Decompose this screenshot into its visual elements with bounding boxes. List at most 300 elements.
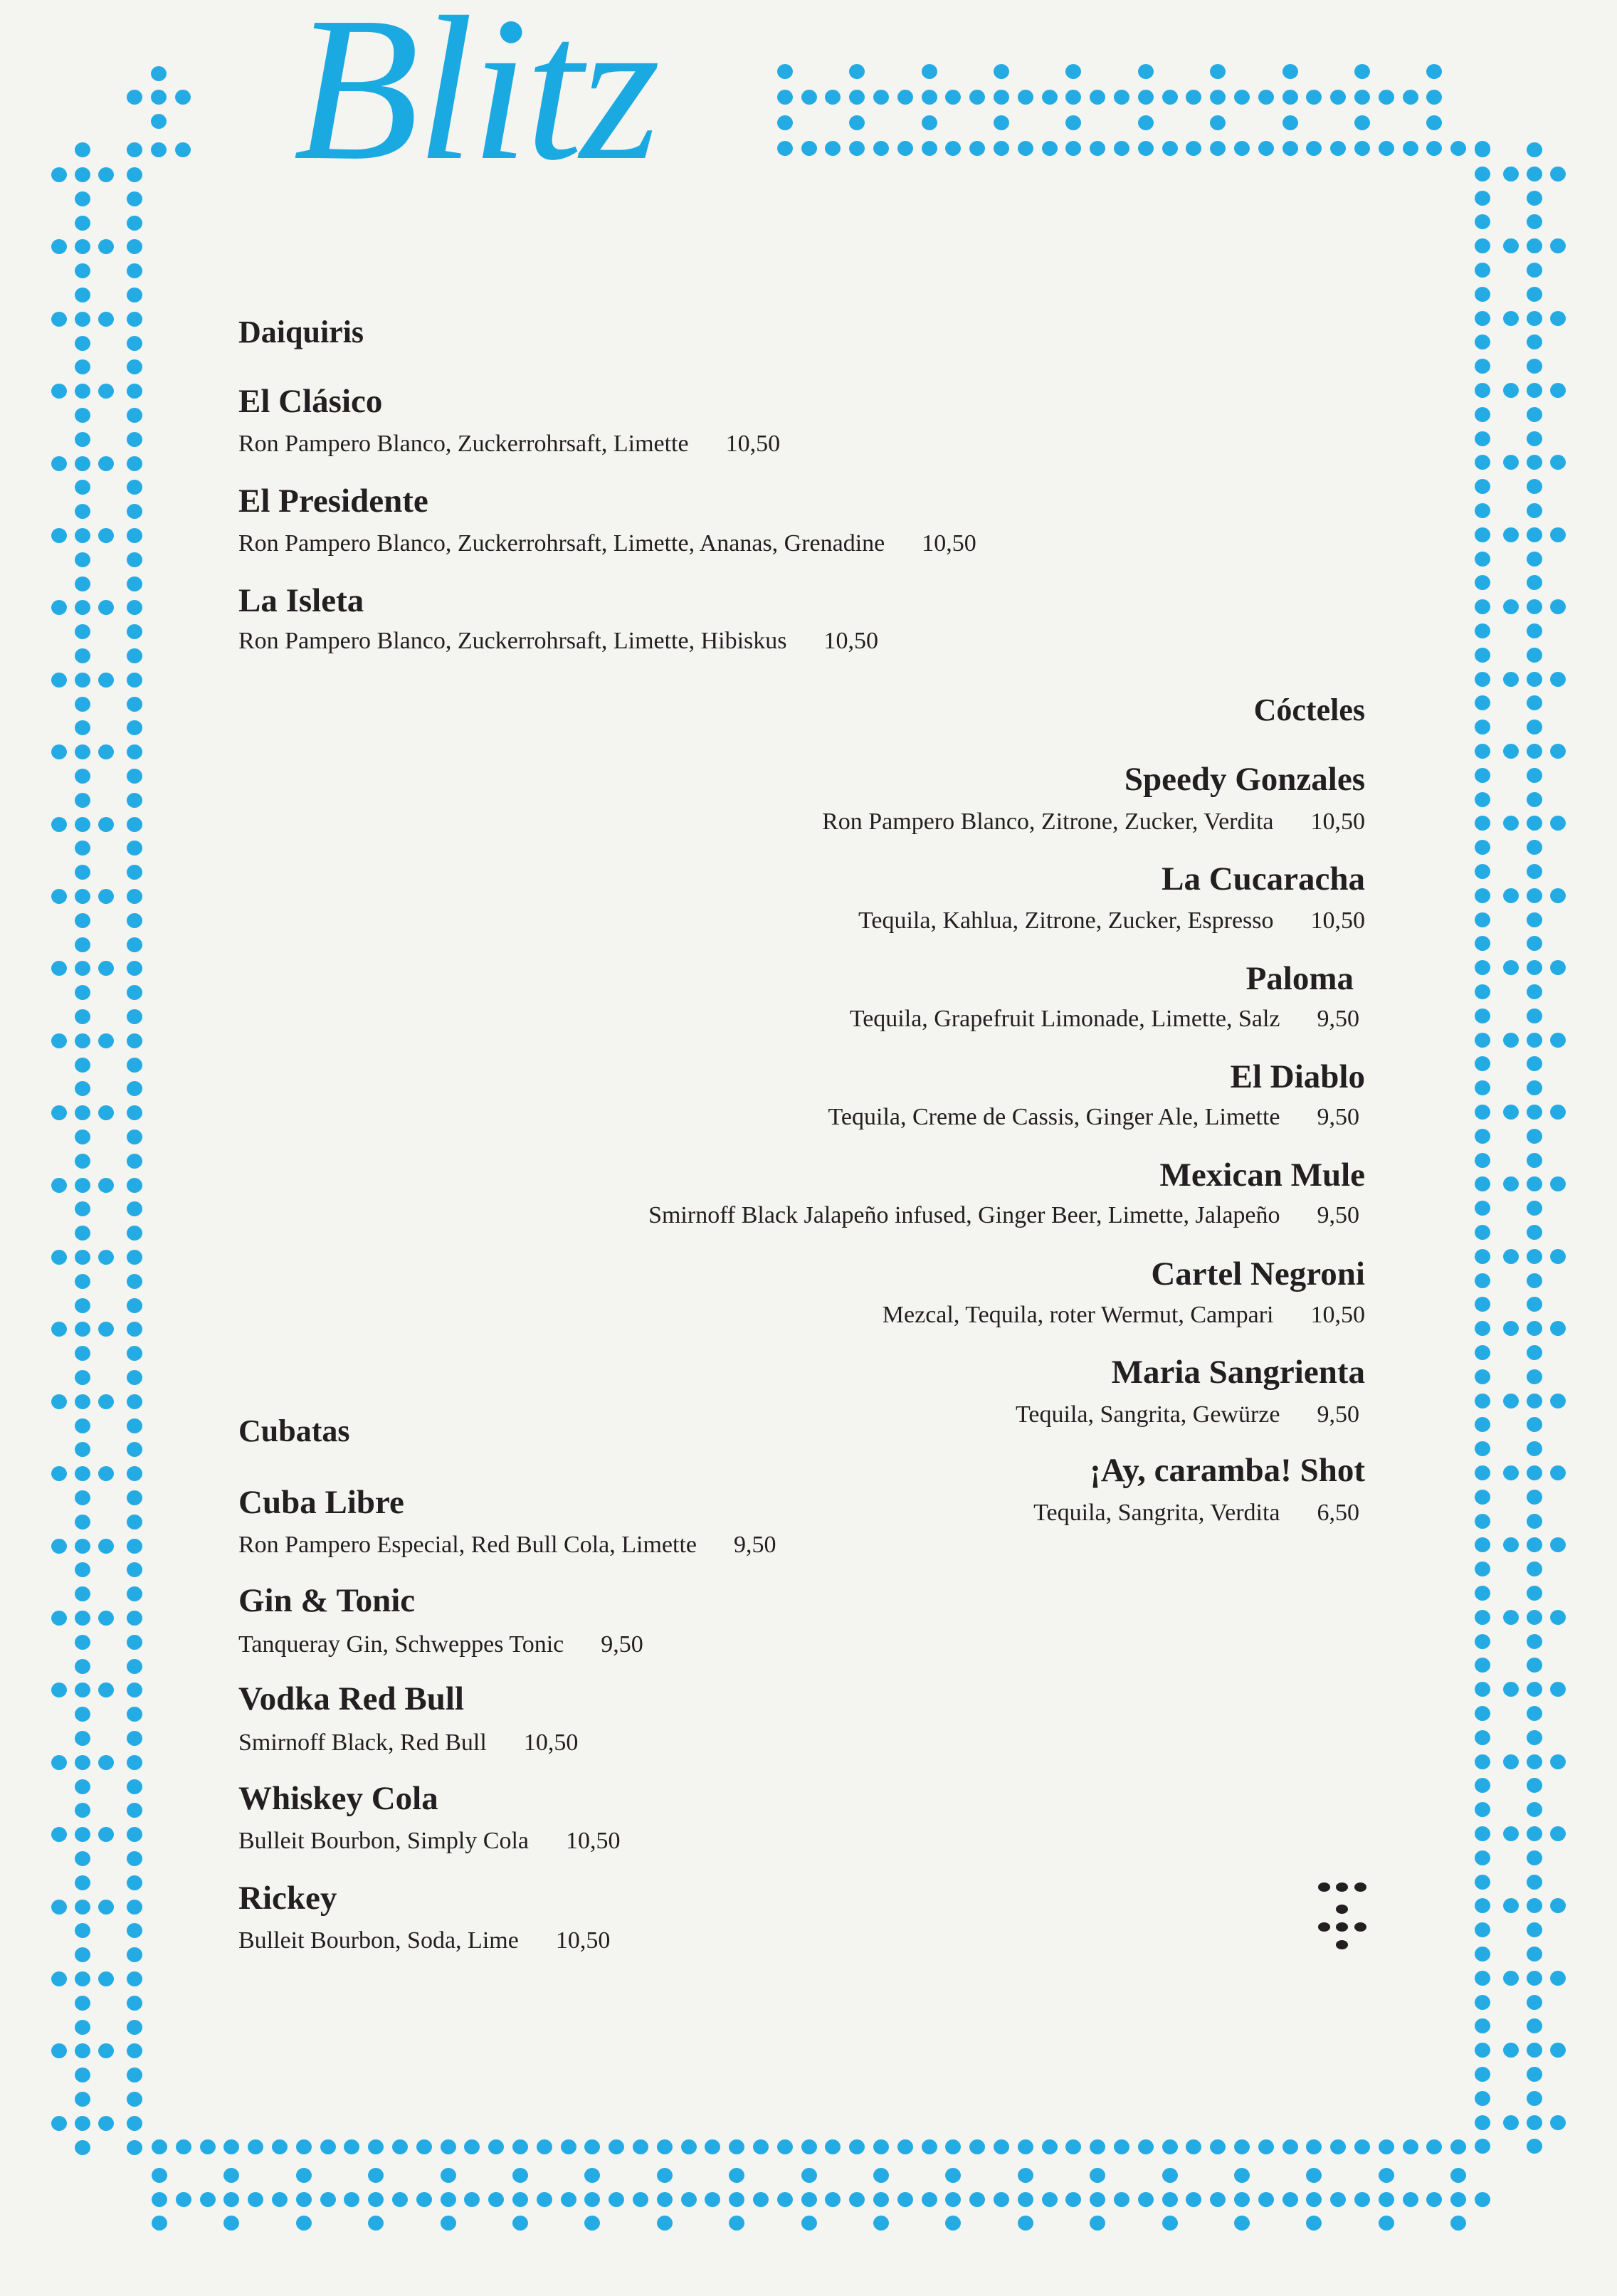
border-dot xyxy=(75,2020,90,2035)
border-dot xyxy=(825,2139,841,2154)
border-dot xyxy=(1550,960,1566,975)
border-dot xyxy=(994,64,1009,79)
border-dot xyxy=(1114,141,1129,156)
item-price: 10,50 xyxy=(922,530,976,557)
border-dot xyxy=(127,1971,142,1986)
border-dot xyxy=(127,1129,142,1144)
border-dot xyxy=(1527,672,1542,687)
border-dot xyxy=(75,2092,90,2107)
border-dot xyxy=(75,1562,90,1577)
border-dot xyxy=(1330,2192,1346,2207)
border-dot xyxy=(127,312,142,327)
border-dot xyxy=(127,1851,142,1866)
item-ingredients: Tequila, Grapefruit Limonade, Limette, Salz xyxy=(849,1006,1280,1032)
border-dot xyxy=(1475,672,1490,687)
border-dot xyxy=(1527,1441,1542,1456)
border-dot xyxy=(1186,2192,1201,2207)
border-dot xyxy=(248,2192,263,2207)
border-dot xyxy=(175,90,191,105)
border-dot xyxy=(922,141,937,156)
border-dot xyxy=(1475,167,1490,181)
border-dot xyxy=(1550,1971,1566,1986)
border-dot xyxy=(75,408,90,423)
border-dot xyxy=(1527,1537,1542,1552)
border-dot xyxy=(777,90,793,105)
border-dot xyxy=(1550,1826,1566,1841)
border-dot xyxy=(849,64,865,79)
border-dot xyxy=(127,239,142,254)
border-dot xyxy=(51,817,67,832)
logo-mark-dot xyxy=(1336,1882,1348,1892)
border-dot xyxy=(994,2139,1009,2154)
border-dot xyxy=(1527,1898,1542,1913)
border-dot xyxy=(1527,142,1542,157)
item-name: La Cucaracha xyxy=(1162,860,1365,897)
border-dot xyxy=(151,114,167,129)
border-dot xyxy=(1475,575,1490,590)
border-dot xyxy=(1475,792,1490,807)
border-dot xyxy=(1475,599,1490,614)
border-dot xyxy=(1527,1105,1542,1120)
border-dot xyxy=(127,1226,142,1241)
border-dot xyxy=(1475,720,1490,734)
border-dot xyxy=(1090,2216,1105,2231)
border-dot xyxy=(1475,1826,1490,1841)
border-dot xyxy=(801,2216,817,2231)
border-dot xyxy=(1234,2168,1250,2183)
border-dot xyxy=(1475,1634,1490,1649)
border-dot xyxy=(127,744,142,759)
border-dot xyxy=(1475,1417,1490,1432)
logo-mark-dot xyxy=(1318,1882,1330,1892)
border-dot xyxy=(1379,2168,1394,2183)
item-ingredients: Tequila, Creme de Cassis, Ginger Ale, Limette xyxy=(828,1104,1280,1130)
border-dot xyxy=(392,2139,408,2154)
border-dot xyxy=(1475,1345,1490,1360)
border-dot xyxy=(1258,141,1274,156)
border-dot xyxy=(1475,1995,1490,2010)
border-dot xyxy=(1018,90,1033,105)
border-dot xyxy=(1503,1105,1519,1120)
border-dot xyxy=(1475,1033,1490,1048)
border-dot xyxy=(51,744,67,759)
border-dot xyxy=(127,1515,142,1529)
border-dot xyxy=(416,2192,432,2207)
border-dot xyxy=(75,1539,90,1554)
border-dot xyxy=(98,384,114,399)
border-dot xyxy=(1210,2139,1226,2154)
border-dot xyxy=(127,336,142,351)
border-dot xyxy=(127,1490,142,1505)
border-dot xyxy=(75,1201,90,1216)
border-dot xyxy=(1550,816,1566,831)
border-dot xyxy=(296,2139,312,2154)
item-ingredients: Tequila, Sangrita, Gewürze xyxy=(1016,1401,1280,1428)
item-price: 9,50 xyxy=(601,1631,643,1658)
border-dot xyxy=(127,648,142,663)
border-dot xyxy=(127,2043,142,2058)
border-dot xyxy=(801,2168,817,2183)
border-dot xyxy=(1527,2018,1542,2033)
border-dot xyxy=(1475,2139,1490,2154)
border-dot xyxy=(584,2168,600,2183)
border-dot xyxy=(441,2139,456,2154)
border-dot xyxy=(1018,141,1033,156)
border-dot xyxy=(75,1827,90,1842)
border-dot xyxy=(127,1659,142,1674)
border-dot xyxy=(98,1900,114,1915)
border-dot xyxy=(1403,90,1418,105)
border-dot xyxy=(75,817,90,832)
border-dot xyxy=(1475,263,1490,278)
border-dot xyxy=(1018,2139,1033,2154)
border-dot xyxy=(1527,1321,1542,1336)
border-dot xyxy=(1527,431,1542,446)
border-dot xyxy=(1042,90,1058,105)
item-price: 10,50 xyxy=(566,1828,621,1854)
border-dot xyxy=(584,2139,600,2154)
border-dot xyxy=(994,90,1009,105)
item-name: Paloma xyxy=(1245,960,1354,997)
border-dot xyxy=(1550,1321,1566,1336)
border-dot xyxy=(1210,141,1226,156)
border-dot xyxy=(392,2192,408,2207)
border-dot xyxy=(75,216,90,231)
border-dot xyxy=(1550,1754,1566,1769)
border-dot xyxy=(127,1009,142,1024)
border-dot xyxy=(1426,2139,1442,2154)
border-dot xyxy=(705,2139,720,2154)
border-dot xyxy=(1550,2043,1566,2058)
border-dot xyxy=(1527,1394,1542,1408)
border-dot xyxy=(1114,2139,1129,2154)
border-dot xyxy=(1475,1153,1490,1168)
border-dot xyxy=(584,2216,600,2231)
border-dot xyxy=(1475,311,1490,326)
item-name: El Clásico xyxy=(238,383,383,420)
border-dot xyxy=(1354,64,1370,79)
border-dot xyxy=(488,2192,504,2207)
logo-mark-dot xyxy=(1354,1882,1366,1892)
border-dot xyxy=(152,2139,167,2154)
border-dot xyxy=(1503,1971,1519,1986)
border-dot xyxy=(75,841,90,855)
border-dot xyxy=(127,720,142,735)
border-dot xyxy=(1527,648,1542,663)
border-dot xyxy=(1282,141,1298,156)
border-dot xyxy=(127,1346,142,1361)
border-dot xyxy=(1475,1490,1490,1505)
border-dot xyxy=(1475,141,1490,156)
border-dot xyxy=(127,841,142,855)
border-dot xyxy=(777,141,793,156)
border-dot xyxy=(1162,90,1178,105)
border-dot xyxy=(127,913,142,928)
item-description xyxy=(238,1925,610,1957)
item-price: 9,50 xyxy=(1317,1202,1359,1228)
border-dot xyxy=(1258,90,1274,105)
border-dot xyxy=(127,1875,142,1890)
border-dot xyxy=(127,1539,142,1554)
border-dot xyxy=(75,1178,90,1193)
item-name: Whiskey Cola xyxy=(238,1780,438,1817)
item-description xyxy=(1016,1399,1359,1431)
border-dot xyxy=(1090,2139,1105,2154)
border-dot xyxy=(223,2168,239,2183)
border-dot xyxy=(75,1755,90,1770)
border-dot xyxy=(1475,455,1490,470)
border-dot xyxy=(127,1827,142,1842)
border-dot xyxy=(1065,2139,1081,2154)
border-dot xyxy=(1527,191,1542,206)
border-dot xyxy=(1475,1537,1490,1552)
border-dot xyxy=(1426,141,1442,156)
border-dot xyxy=(248,2139,263,2154)
border-dot xyxy=(1503,1176,1519,1191)
border-dot xyxy=(176,2192,191,2207)
border-dot xyxy=(897,141,913,156)
border-dot xyxy=(657,2139,673,2154)
border-dot xyxy=(1527,1490,1542,1505)
logo-mark-dot xyxy=(1336,1922,1348,1932)
border-dot xyxy=(1503,1394,1519,1408)
item-description xyxy=(850,1004,1359,1035)
border-dot xyxy=(1475,744,1490,759)
border-dot xyxy=(897,2192,913,2207)
border-dot xyxy=(1475,816,1490,831)
border-dot xyxy=(512,2139,528,2154)
border-dot xyxy=(75,793,90,808)
item-price: 10,50 xyxy=(725,431,781,457)
border-dot xyxy=(75,697,90,712)
border-dot xyxy=(897,90,913,105)
border-dot xyxy=(1475,1176,1490,1191)
border-dot xyxy=(75,1322,90,1337)
border-dot xyxy=(1527,1922,1542,1937)
border-dot xyxy=(75,1226,90,1241)
border-dot xyxy=(51,1971,67,1986)
border-dot xyxy=(1527,1850,1542,1865)
border-dot xyxy=(1527,407,1542,422)
item-price: 10,50 xyxy=(1310,907,1365,934)
item-ingredients: Bulleit Bourbon, Simply Cola xyxy=(238,1828,530,1854)
border-dot xyxy=(441,2168,456,2183)
logo-mark-dot xyxy=(1318,1922,1330,1932)
border-dot xyxy=(1527,1634,1542,1649)
border-dot xyxy=(1527,287,1542,302)
border-dot xyxy=(1527,335,1542,349)
border-dot xyxy=(1527,167,1542,181)
border-dot xyxy=(1450,2192,1466,2207)
border-dot xyxy=(51,1827,67,1842)
item-ingredients: Smirnoff Black Jalapeño infused, Ginger Beer, Limette, Jalapeño xyxy=(648,1202,1280,1228)
item-description xyxy=(238,428,780,460)
border-dot xyxy=(1550,167,1566,181)
border-dot xyxy=(1550,455,1566,470)
border-dot xyxy=(127,1178,142,1193)
border-dot xyxy=(51,1900,67,1915)
border-dot xyxy=(75,1129,90,1144)
border-dot xyxy=(98,239,114,254)
border-dot xyxy=(98,744,114,759)
border-dot xyxy=(1550,1105,1566,1120)
border-dot xyxy=(1162,2168,1178,2183)
border-dot xyxy=(825,2192,841,2207)
border-dot xyxy=(75,504,90,519)
border-dot xyxy=(1475,2067,1490,2082)
item-price: 10,50 xyxy=(823,628,878,654)
border-dot xyxy=(51,889,67,904)
border-dot xyxy=(98,1827,114,1842)
border-dot xyxy=(1090,2168,1105,2183)
border-dot xyxy=(1527,936,1542,951)
border-dot xyxy=(51,600,67,615)
border-dot xyxy=(1527,1971,1542,1986)
border-dot xyxy=(1503,1610,1519,1625)
border-dot xyxy=(945,90,961,105)
border-dot xyxy=(512,2216,528,2231)
border-dot xyxy=(127,1250,142,1265)
border-dot xyxy=(75,1779,90,1794)
border-dot xyxy=(945,2216,961,2231)
border-dot xyxy=(1527,552,1542,567)
border-dot xyxy=(1475,1922,1490,1937)
border-dot xyxy=(1475,407,1490,422)
border-dot xyxy=(1503,672,1519,687)
border-dot xyxy=(200,2192,216,2207)
border-dot xyxy=(1503,1321,1519,1336)
border-dot xyxy=(98,673,114,688)
border-dot xyxy=(75,769,90,784)
border-dot xyxy=(1527,864,1542,879)
item-price: 6,50 xyxy=(1317,1500,1359,1526)
border-dot xyxy=(1138,2139,1154,2154)
border-dot xyxy=(416,2139,432,2154)
border-dot xyxy=(1503,1682,1519,1697)
border-dot xyxy=(1475,1225,1490,1240)
border-dot xyxy=(1475,1898,1490,1913)
border-dot xyxy=(1475,431,1490,446)
border-dot xyxy=(75,1346,90,1361)
border-dot xyxy=(1503,1465,1519,1480)
border-dot xyxy=(75,1971,90,1986)
border-dot xyxy=(1475,1273,1490,1288)
border-dot xyxy=(1475,1682,1490,1697)
border-dot xyxy=(127,1105,142,1120)
border-dot xyxy=(1475,1706,1490,1721)
border-dot xyxy=(127,889,142,904)
border-dot xyxy=(1527,1802,1542,1817)
border-dot xyxy=(1550,1465,1566,1480)
item-description xyxy=(238,626,878,657)
border-dot xyxy=(151,66,167,81)
border-dot xyxy=(1282,2192,1298,2207)
border-dot xyxy=(127,673,142,688)
border-dot xyxy=(1527,1369,1542,1384)
border-dot xyxy=(1475,1080,1490,1095)
border-dot xyxy=(994,141,1009,156)
border-dot xyxy=(1018,2192,1033,2207)
border-dot xyxy=(127,90,142,105)
border-dot xyxy=(1527,1778,1542,1793)
border-dot xyxy=(127,2092,142,2107)
border-dot xyxy=(75,1875,90,1890)
border-dot xyxy=(1114,90,1129,105)
item-name: El Presidente xyxy=(238,483,428,520)
border-dot xyxy=(777,2139,793,2154)
border-dot xyxy=(127,552,142,567)
border-dot xyxy=(1475,1730,1490,1745)
border-dot xyxy=(127,624,142,639)
border-dot xyxy=(1475,335,1490,349)
border-dot xyxy=(1379,2192,1394,2207)
border-dot xyxy=(1475,359,1490,374)
border-dot xyxy=(127,793,142,808)
border-dot xyxy=(1475,1056,1490,1071)
border-dot xyxy=(922,90,937,105)
border-dot xyxy=(1527,311,1542,326)
border-dot xyxy=(1186,2139,1201,2154)
border-dot xyxy=(127,2068,142,2082)
border-dot xyxy=(512,2168,528,2183)
border-dot xyxy=(320,2192,336,2207)
border-dot xyxy=(127,1755,142,1770)
border-dot xyxy=(75,2068,90,2082)
border-dot xyxy=(127,142,142,157)
border-dot xyxy=(75,1731,90,1746)
border-dot xyxy=(51,1755,67,1770)
border-dot xyxy=(127,2140,142,2155)
border-dot xyxy=(753,2192,769,2207)
border-dot xyxy=(1475,1778,1490,1793)
border-dot xyxy=(127,1394,142,1409)
border-dot xyxy=(75,263,90,278)
border-dot xyxy=(1527,527,1542,542)
item-price: 9,50 xyxy=(1317,1401,1359,1428)
item-price: 10,50 xyxy=(1310,1302,1365,1328)
item-description xyxy=(648,1200,1359,1231)
border-dot xyxy=(152,2168,167,2183)
section-heading-cocteles: Cócteles xyxy=(1253,693,1365,727)
border-dot xyxy=(127,576,142,591)
border-dot xyxy=(127,600,142,615)
border-dot xyxy=(1065,115,1081,130)
border-dot xyxy=(873,2216,889,2231)
border-dot xyxy=(296,2216,312,2231)
border-dot xyxy=(1426,64,1442,79)
border-dot xyxy=(75,312,90,327)
border-dot xyxy=(98,889,114,904)
border-dot xyxy=(127,1274,142,1289)
border-dot xyxy=(127,408,142,423)
border-dot xyxy=(1426,2192,1442,2207)
border-dot xyxy=(98,1033,114,1048)
border-dot xyxy=(537,2192,552,2207)
border-dot xyxy=(75,985,90,1000)
border-dot xyxy=(75,1682,90,1697)
border-dot xyxy=(1550,1394,1566,1408)
border-dot xyxy=(801,90,817,105)
item-ingredients: Bulleit Bourbon, Soda, Lime xyxy=(238,1927,519,1954)
border-dot xyxy=(51,167,67,182)
border-dot xyxy=(609,2192,624,2207)
border-dot xyxy=(1234,2192,1250,2207)
border-dot xyxy=(75,552,90,567)
border-dot xyxy=(1234,141,1250,156)
border-dot xyxy=(368,2139,384,2154)
border-dot xyxy=(1475,2091,1490,2106)
border-dot xyxy=(98,1322,114,1337)
